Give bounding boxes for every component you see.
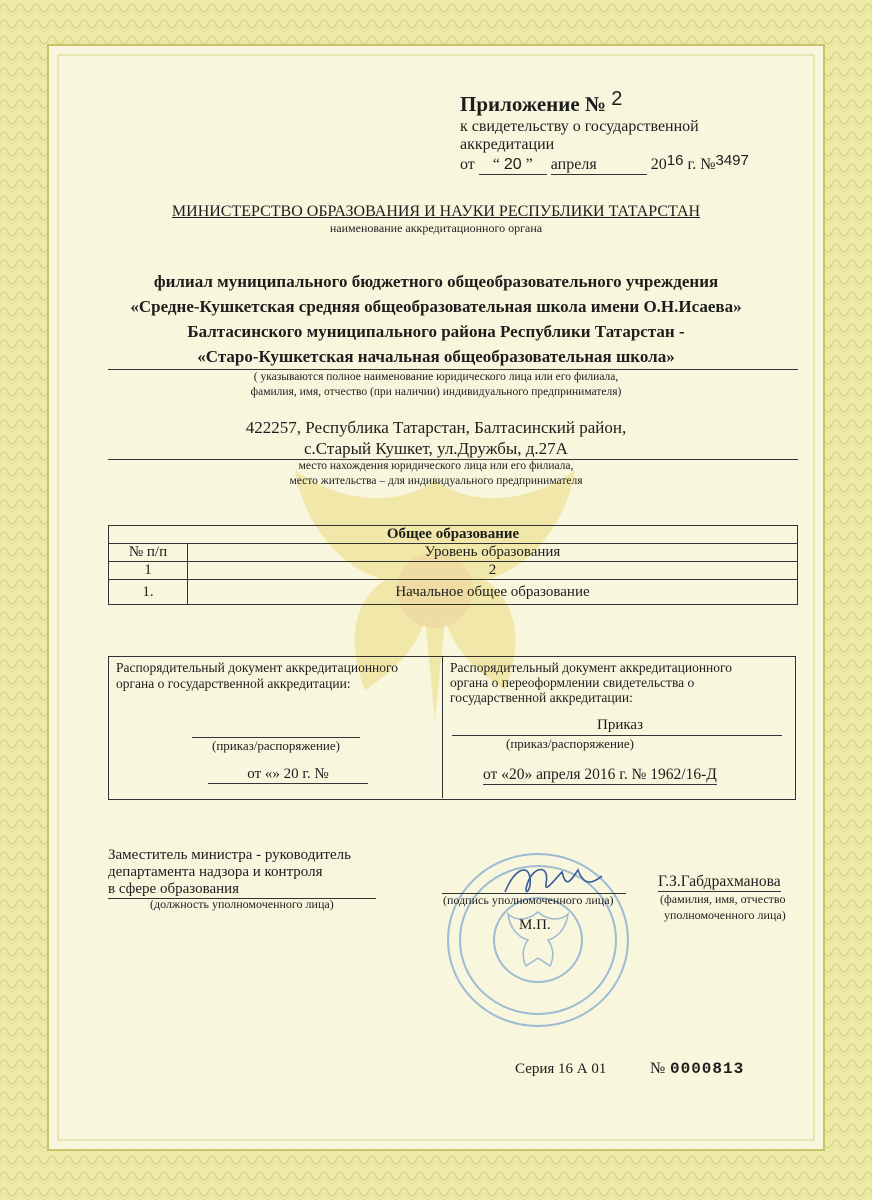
education-table-title: Общее образование bbox=[109, 526, 798, 544]
org-name-line2: «Средне-Кушкетская средняя общеобразовательная школа имени О.Н.Исаева» bbox=[130, 297, 742, 316]
org-name-line4: «Старо-Кушкетская начальная общеобразовательная школа» bbox=[197, 347, 675, 366]
appendix-number: 2 bbox=[611, 88, 623, 110]
right-doc-caption: (приказ/распоряжение) bbox=[506, 736, 634, 751]
signature-caption: (подпись уполномоченного лица) bbox=[443, 893, 614, 907]
appendix-title: Приложение № bbox=[460, 92, 607, 116]
series-label: Серия 16 А 01 bbox=[515, 1061, 607, 1077]
right-doc-title-line1: Распорядительный документ аккредитационного bbox=[450, 660, 732, 675]
row-number: 1. bbox=[109, 580, 188, 605]
address-line1: 422257, Республика Татарстан, Балтасинский район, bbox=[245, 418, 627, 437]
right-doc-title-line2: органа о переоформлении свидетельства о bbox=[450, 675, 695, 690]
org-caption-line2: фамилия, имя, отчество (при наличии) индивидуального предпринимателя) bbox=[250, 386, 622, 398]
cert-number: 3497 bbox=[715, 152, 749, 169]
org-name-line3: Балтасинского муниципального района Республики Татарстан - bbox=[187, 322, 685, 341]
address-caption-line2: место жительства – для индивидуального предпринимателя bbox=[289, 475, 583, 487]
appendix-date-line: от “ 20 ” апреля 2016 г. №3497 bbox=[460, 152, 749, 173]
right-doc-date-line: от «20» апреля 2016 г. № 1962/16-Д bbox=[483, 766, 717, 783]
address-caption-line1: место нахождения юридического лица или его филиала, bbox=[298, 460, 574, 472]
date-year: 16 bbox=[666, 152, 684, 169]
right-doc-title-line3: государственной аккредитации: bbox=[450, 690, 633, 705]
agency-name: МИНИСТЕРСТВО ОБРАЗОВАНИЯ И НАУКИ РЕСПУБЛИКИ ТАТАРСТАН bbox=[171, 203, 701, 220]
address-line2: с.Старый Кушкет, ул.Дружбы, д.27А bbox=[304, 439, 568, 458]
signatory-name: Г.З.Габдрахманова bbox=[658, 873, 781, 890]
left-doc-caption: (приказ/распоряжение) bbox=[212, 738, 340, 753]
left-doc-title-line1: Распорядительный документ аккредитационного bbox=[116, 660, 398, 675]
series-number: 0000813 bbox=[670, 1060, 745, 1078]
date-month: апреля bbox=[551, 156, 647, 175]
appendix-subtitle-line2: аккредитации bbox=[460, 136, 555, 153]
org-caption-line1: ( указываются полное наименование юридического лица или его филиала, bbox=[253, 371, 619, 383]
name-caption-line1: (фамилия, имя, отчество bbox=[660, 892, 786, 906]
org-name-line1: филиал муниципального бюджетного общеобразовательного учреждения bbox=[153, 272, 719, 291]
education-table bbox=[108, 525, 798, 605]
column-header-level: Уровень образования bbox=[188, 544, 798, 562]
signatory-position-line2: департамента надзора и контроля bbox=[108, 864, 323, 880]
appendix-subtitle-line1: к свидетельству о государственной bbox=[460, 118, 699, 135]
name-caption-line2: уполномоченного лица) bbox=[664, 908, 786, 922]
signatory-position-line1: Заместитель министра - руководитель bbox=[108, 847, 351, 863]
agency-caption: наименование аккредитационного органа bbox=[329, 221, 543, 235]
table-row bbox=[109, 580, 798, 605]
stamp-place-label: М.П. bbox=[519, 917, 551, 933]
index-cell-2: 2 bbox=[188, 562, 798, 580]
series-number-label: № bbox=[650, 1060, 666, 1077]
date-day: 20 bbox=[503, 156, 522, 173]
index-cell-1: 1 bbox=[109, 562, 188, 580]
left-doc-title-line2: органа о государственной аккредитации: bbox=[116, 676, 351, 691]
row-education-level: Начальное общее образование bbox=[188, 580, 798, 605]
column-header-number: № п/п bbox=[109, 544, 188, 562]
right-doc-order-type: Приказ bbox=[596, 717, 643, 733]
left-doc-date-line: от «» 20 г. № bbox=[208, 766, 368, 784]
position-caption: (должность уполномоченного лица) bbox=[150, 897, 334, 911]
signatory-position-line3: в сфере образования bbox=[108, 881, 240, 897]
